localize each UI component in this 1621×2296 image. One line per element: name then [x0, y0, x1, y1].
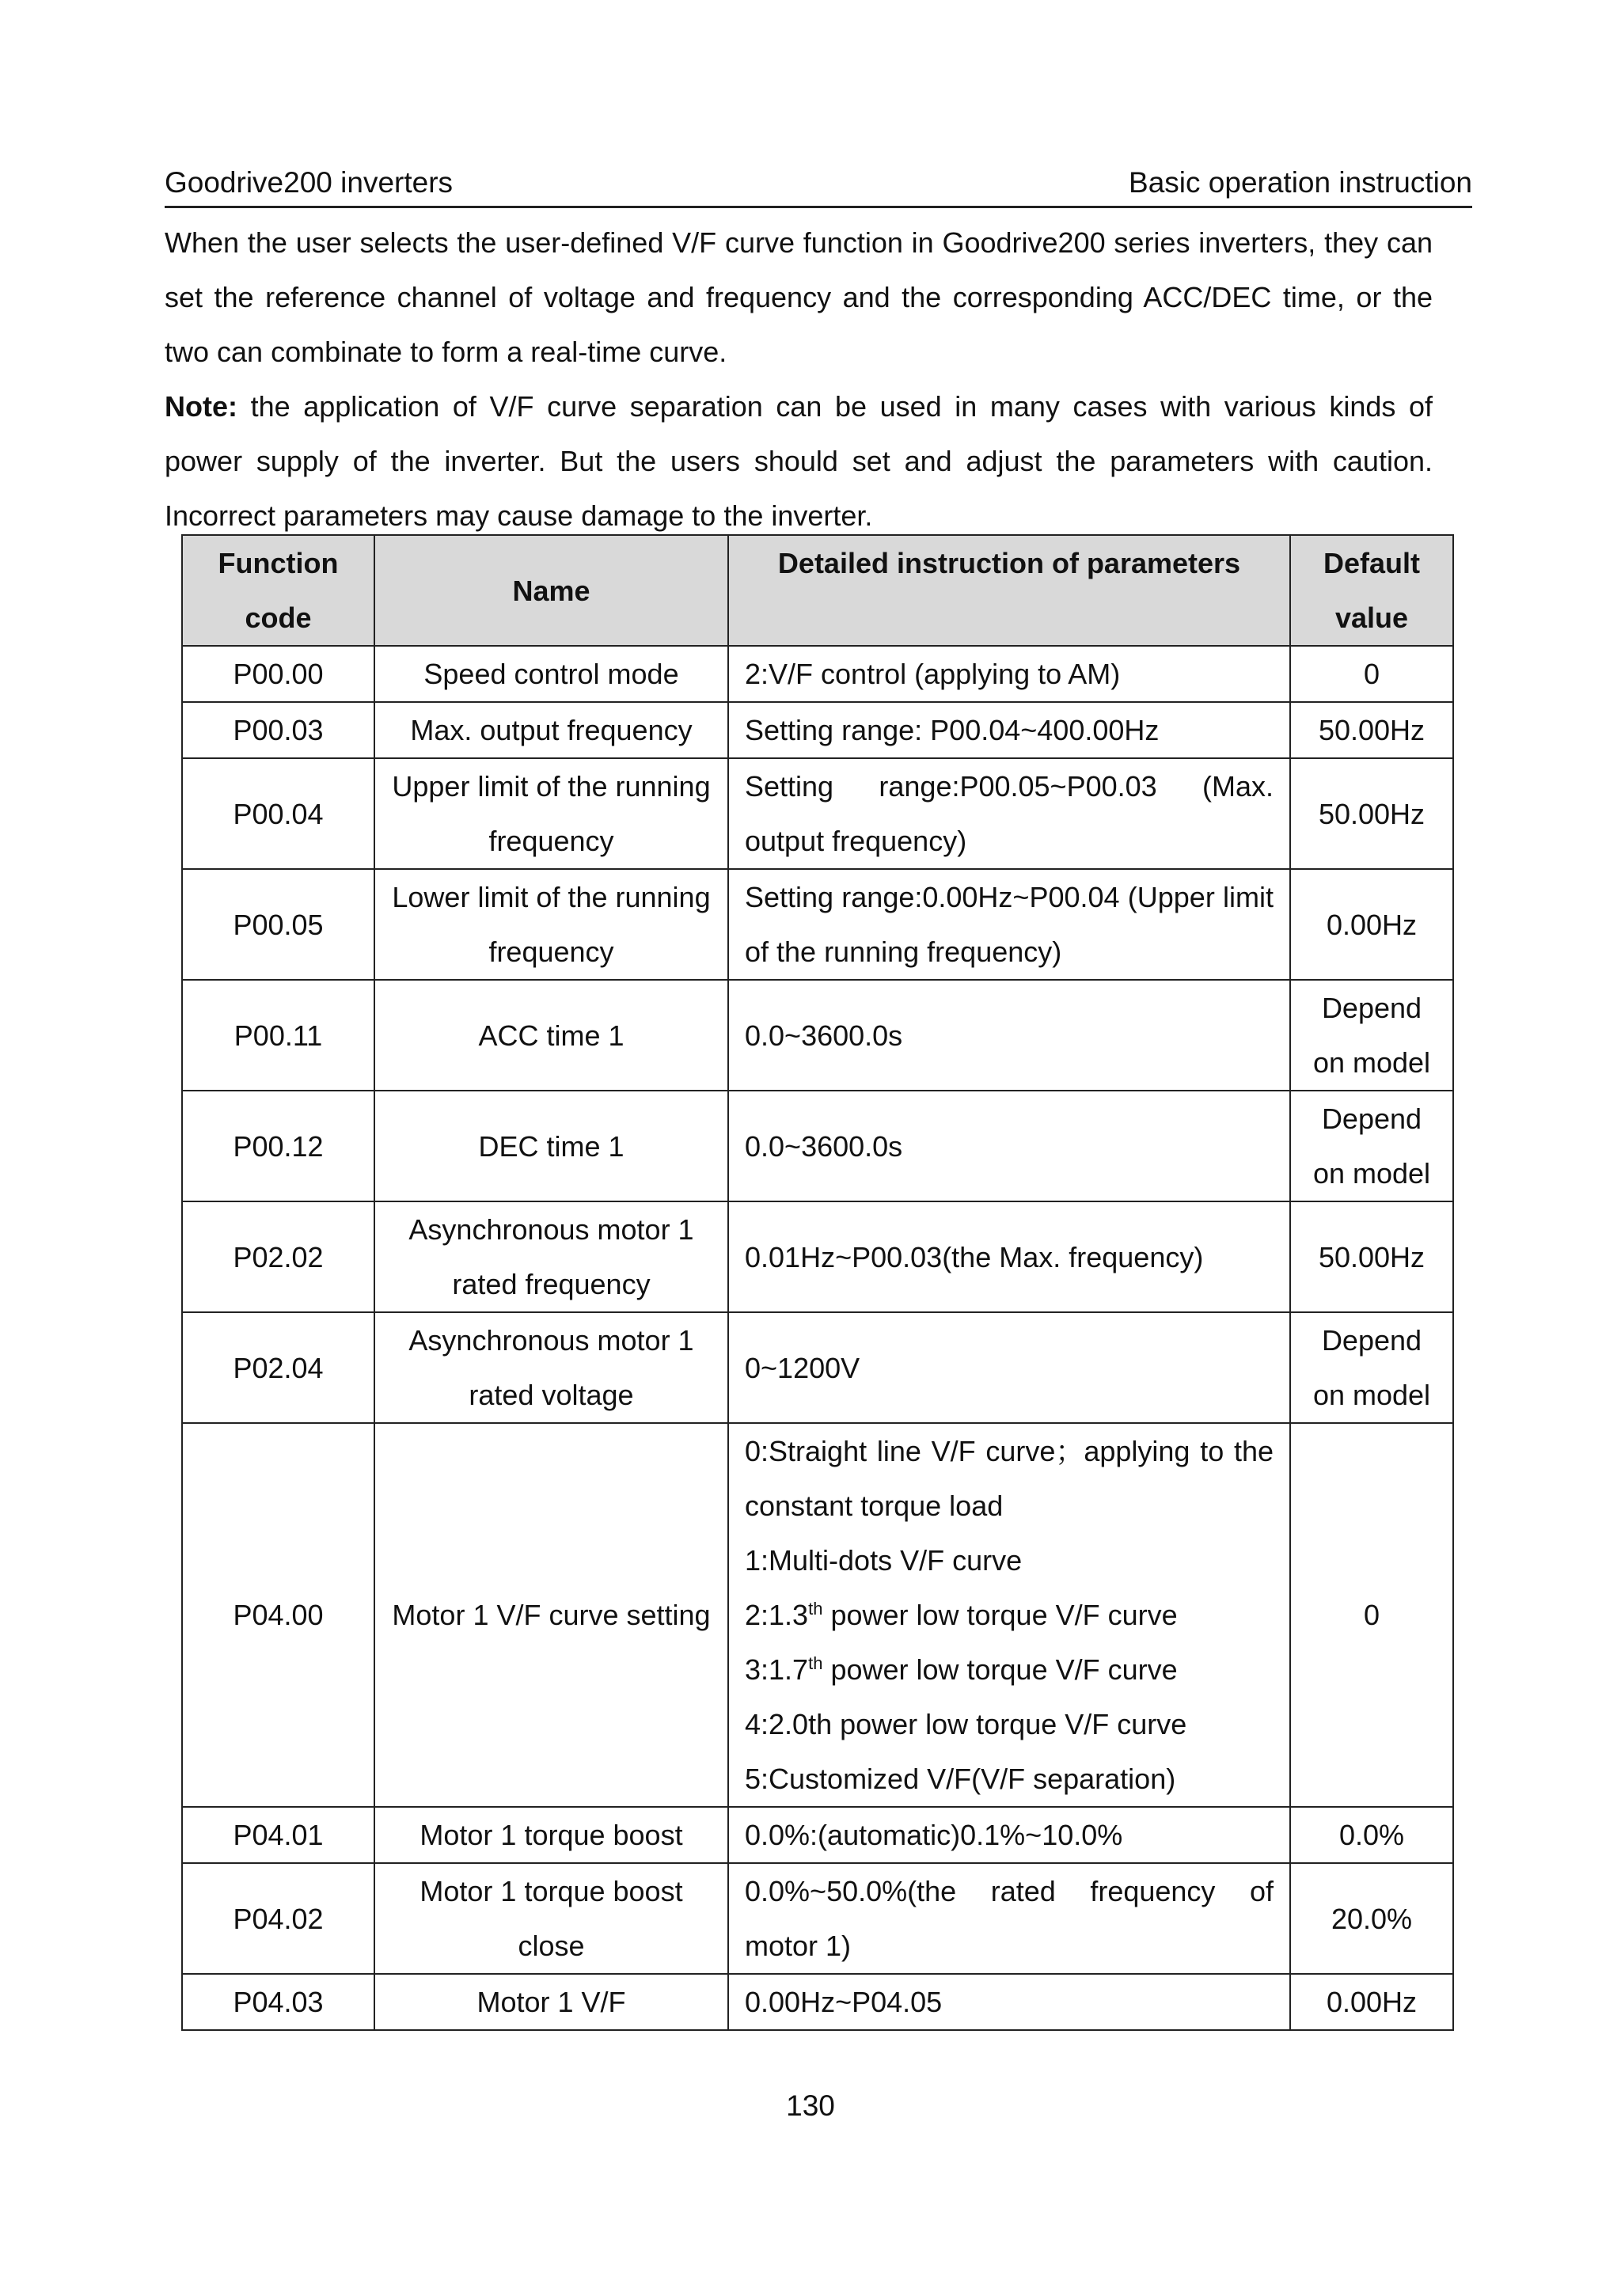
detail-line: 4:2.0th power low torque V/F curve [745, 1708, 1187, 1740]
header-name: Name [374, 535, 728, 646]
cell-default-value: Depend on model [1290, 1312, 1453, 1423]
table-row [182, 1312, 1453, 1423]
note-paragraph [165, 379, 1433, 543]
cell-default-value: 20.0% [1290, 1863, 1453, 1974]
table-row [182, 869, 1453, 980]
detail-line: 0.0~3600.0s [745, 1019, 903, 1052]
table-row [182, 1423, 1453, 1807]
cell-function-code: P04.02 [182, 1863, 374, 1974]
table-row [182, 1201, 1453, 1312]
cell-detail [728, 646, 1290, 702]
ordinal-superscript: th [808, 1599, 823, 1619]
cell-name: Upper limit of the running frequency [374, 758, 728, 869]
cell-name: Asynchronous motor 1 rated frequency [374, 1201, 728, 1312]
cell-detail [728, 1807, 1290, 1863]
cell-default-value: 0 [1290, 1423, 1453, 1807]
detail-line: 0~1200V [745, 1351, 860, 1384]
cell-default-value: Depend on model [1290, 1091, 1453, 1201]
detail-line: 2:1.3th power low torque V/F curve [745, 1599, 1178, 1631]
table-body [182, 646, 1453, 2030]
detail-line: 0.0%~50.0%(the rated frequency of motor 1) [745, 1875, 1274, 1962]
header-doc-title: Goodrive200 inverters [165, 166, 454, 199]
cell-name: Max. output frequency [374, 702, 728, 758]
cell-detail [728, 1423, 1290, 1807]
header-default-value: Default value [1290, 535, 1453, 646]
cell-name: Speed control mode [374, 646, 728, 702]
table-row [182, 1863, 1453, 1974]
header-function-code: Function code [182, 535, 374, 646]
cell-detail [728, 1091, 1290, 1201]
cell-default-value: 50.00Hz [1290, 1201, 1453, 1312]
ordinal-superscript: th [808, 1653, 823, 1673]
cell-default-value: 0.0% [1290, 1807, 1453, 1863]
cell-function-code: P04.00 [182, 1423, 374, 1807]
intro-paragraph: When the user selects the user-defined V/F curve function in Goodrive200 series inverters, they can set the reference channel of voltage and frequency and the corresponding ACC/DEC time, or the two can combinate to form a real-time curve. [165, 226, 1433, 368]
cell-function-code: P04.03 [182, 1974, 374, 2030]
cell-name: Motor 1 V/F curve setting [374, 1423, 728, 1807]
header-detailed-instruction: Detailed instruction of parameters [728, 535, 1290, 646]
cell-name: Motor 1 V/F [374, 1974, 728, 2030]
cell-name: DEC time 1 [374, 1091, 728, 1201]
cell-name: Lower limit of the running frequency [374, 869, 728, 980]
cell-default-value: Depend on model [1290, 980, 1453, 1091]
table-row [182, 980, 1453, 1091]
cell-function-code: P02.02 [182, 1201, 374, 1312]
cell-detail [728, 702, 1290, 758]
detail-line: 0:Straight line V/F curve；applying to the constant torque load [745, 1435, 1274, 1522]
detail-line: 2:V/F control (applying to AM) [745, 658, 1121, 690]
table-header-row [182, 535, 1453, 646]
table-row [182, 1091, 1453, 1201]
cell-name: Motor 1 torque boost close [374, 1863, 728, 1974]
header-section-title: Basic operation instruction [1129, 166, 1472, 199]
cell-detail [728, 758, 1290, 869]
cell-detail [728, 1863, 1290, 1974]
cell-function-code: P02.04 [182, 1312, 374, 1423]
cell-default-value: 50.00Hz [1290, 758, 1453, 869]
cell-detail [728, 980, 1290, 1091]
detail-line: 0.0~3600.0s [745, 1129, 903, 1163]
cell-default-value: 0 [1290, 646, 1453, 702]
detail-line: 0.0%:(automatic)0.1%~10.0% [745, 1819, 1123, 1851]
detail-line: 0.01Hz~P00.03(the Max. frequency) [745, 1240, 1204, 1273]
cell-name: Motor 1 torque boost [374, 1807, 728, 1863]
page-number: 130 [786, 2089, 835, 2122]
intro-text [165, 215, 1433, 543]
table-row [182, 758, 1453, 869]
parameter-table [181, 534, 1454, 2031]
detail-line: 3:1.7th power low torque V/F curve [745, 1653, 1178, 1686]
cell-function-code: P00.12 [182, 1091, 374, 1201]
cell-default-value: 0.00Hz [1290, 1974, 1453, 2030]
cell-name: Asynchronous motor 1 rated voltage [374, 1312, 728, 1423]
cell-function-code: P00.03 [182, 702, 374, 758]
table-row [182, 646, 1453, 702]
cell-function-code: P00.11 [182, 980, 374, 1091]
cell-name: ACC time 1 [374, 980, 728, 1091]
detail-line: 5:Customized V/F(V/F separation) [745, 1763, 1176, 1795]
detail-line: 0.00Hz~P04.05 [745, 1986, 943, 2018]
detail-line: 1:Multi-dots V/F curve [745, 1544, 1023, 1577]
note-text: the application of V/F curve separation can be used in many cases with various kinds of power supply of the inverter. But the users should set and adjust the parameters with caution. Incorrect parameters may cause damage to the inverter. [165, 390, 1433, 532]
cell-default-value: 0.00Hz [1290, 869, 1453, 980]
cell-function-code: P00.00 [182, 646, 374, 702]
detail-line: Setting range:0.00Hz~P00.04 (Upper limit of the running frequency) [745, 881, 1274, 968]
table-row [182, 1974, 1453, 2030]
cell-function-code: P00.04 [182, 758, 374, 869]
cell-detail [728, 1974, 1290, 2030]
page-header [165, 165, 1472, 208]
table-row [182, 702, 1453, 758]
detail-line: Setting range: P00.04~400.00Hz [745, 714, 1160, 746]
table-row [182, 1807, 1453, 1863]
note-label: Note: [165, 390, 237, 423]
cell-function-code: P04.01 [182, 1807, 374, 1863]
cell-detail [728, 869, 1290, 980]
cell-detail [728, 1312, 1290, 1423]
detail-line: Setting range:P00.05~P00.03 (Max. output frequency) [745, 770, 1274, 857]
cell-default-value: 50.00Hz [1290, 702, 1453, 758]
cell-function-code: P00.05 [182, 869, 374, 980]
cell-detail [728, 1201, 1290, 1312]
